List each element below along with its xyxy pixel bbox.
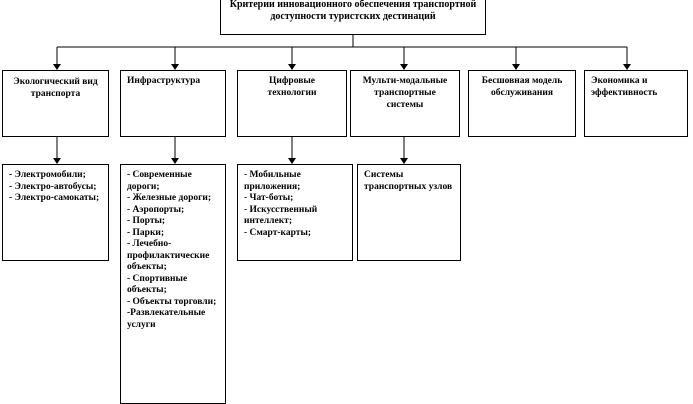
root-title: Критерии инновационного обеспечения транспортной доступности туристских дестинаций <box>229 0 477 22</box>
details-digital-tech <box>237 164 353 261</box>
detail-item: - Аэропорты; <box>127 204 185 215</box>
category-title: Экономика и эффективность <box>591 76 658 98</box>
category-title: Инфраструктура <box>127 76 201 86</box>
category-digital-tech <box>237 70 347 137</box>
detail-item: - Парки; <box>127 227 165 238</box>
detail-item: - Электромобили; <box>9 170 86 180</box>
detail-item: Системы транспортных узлов <box>364 170 453 192</box>
detail-item: - Железные дороги; <box>127 193 212 203</box>
detail-item: - Смарт-карты; <box>244 227 312 238</box>
category-economy <box>584 70 688 137</box>
detail-item: - Чат-боты; <box>244 193 294 203</box>
details-infrastructure <box>120 164 226 404</box>
category-eco-transport <box>2 70 109 137</box>
detail-item: - Мобильные приложения; <box>244 170 301 192</box>
root-criteria-box <box>220 0 486 35</box>
category-title: Экологический вид транспорта <box>13 77 98 99</box>
detail-item: - Объекты торговли; <box>127 296 217 307</box>
detail-item: - Электро-автобусы; <box>9 181 97 192</box>
category-title: Мульти-модальные транспортные системы <box>362 76 448 110</box>
details-multimodal <box>357 164 461 261</box>
detail-item: - Современные дороги; <box>127 170 192 192</box>
detail-item: - Порты; <box>127 216 166 226</box>
category-title: Цифровые технологии <box>267 76 317 98</box>
category-infrastructure <box>120 70 226 137</box>
detail-item: - Лечебно-профилактические объекты; <box>127 239 210 272</box>
detail-item: -Развлекательные услуги <box>127 308 206 330</box>
detail-item: - Спортивные объекты; <box>127 273 188 295</box>
detail-item: - Искусственный интеллект; <box>244 204 318 226</box>
details-eco-transport <box>2 164 109 261</box>
detail-item: - Электро-самокаты; <box>9 193 100 203</box>
category-seamless-service <box>468 70 576 137</box>
category-multimodal <box>350 70 460 137</box>
category-title: Бесшовная модель обслуживания <box>481 76 563 98</box>
